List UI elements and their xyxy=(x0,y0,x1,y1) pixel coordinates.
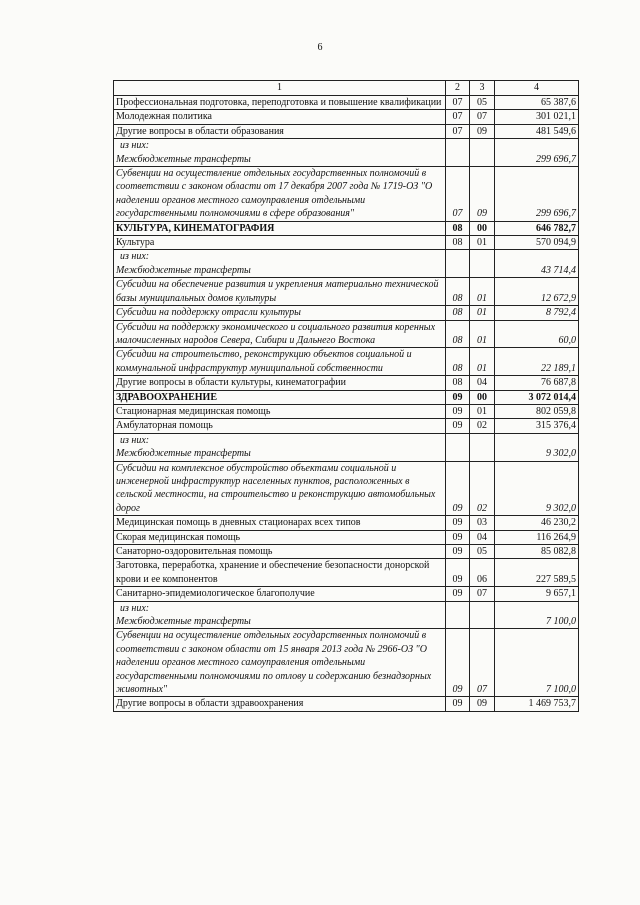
row-section-code: 08 xyxy=(446,221,470,235)
table-row xyxy=(114,390,579,404)
row-amount: 46 230,2 xyxy=(495,516,579,530)
row-subsection-code xyxy=(470,601,495,629)
row-amount: 22 189,1 xyxy=(495,348,579,376)
table-row xyxy=(114,404,579,418)
row-name-cell: Заготовка, переработка, хранение и обеспечение безопасности донорской крови и ее компонентов xyxy=(114,559,446,587)
row-amount: 85 082,8 xyxy=(495,545,579,559)
table-row xyxy=(114,559,579,587)
row-amount: 43 714,4 xyxy=(495,250,579,278)
row-amount: 299 696,7 xyxy=(495,139,579,167)
row-note: из них: xyxy=(120,251,150,263)
row-name: Межбюджетные трансферты xyxy=(116,616,251,628)
table-row xyxy=(114,419,579,433)
row-amount: 7 100,0 xyxy=(495,601,579,629)
row-subsection-code: 01 xyxy=(470,348,495,376)
row-name-cell: Субвенции на осуществление отдельных государственных полномочий в соответствии с законом области от 17 декабря 2007 года № 1719-ОЗ "О наделении органов местного самоуправления отдельными государственными полномочиями в сфере образования" xyxy=(114,167,446,222)
row-name-cell: Субсидии на поддержку экономического и социального развития коренных малочисленных народов Севера, Сибири и Дальнего Востока xyxy=(114,320,446,348)
row-amount: 301 021,1 xyxy=(495,110,579,124)
table-row xyxy=(114,221,579,235)
row-name-cell xyxy=(114,433,446,461)
table-row xyxy=(114,139,579,167)
table-row xyxy=(114,697,579,711)
header-col-subsection: 3 xyxy=(470,81,495,96)
row-section-code: 09 xyxy=(446,587,470,601)
header-col-section: 2 xyxy=(446,81,470,96)
row-amount: 7 100,0 xyxy=(495,629,579,697)
row-note: из них: xyxy=(120,140,150,152)
row-name-cell: Другие вопросы в области образования xyxy=(114,124,446,138)
row-name-cell: Профессиональная подготовка, переподготовка и повышение квалификации xyxy=(114,96,446,110)
row-subsection-code: 09 xyxy=(470,124,495,138)
table-row xyxy=(114,278,579,306)
row-amount: 9 302,0 xyxy=(495,433,579,461)
header-col-amount: 4 xyxy=(495,81,579,96)
row-name-cell: Санаторно-оздоровительная помощь xyxy=(114,545,446,559)
row-subsection-code: 04 xyxy=(470,376,495,390)
row-section-code: 09 xyxy=(446,516,470,530)
row-subsection-code: 01 xyxy=(470,278,495,306)
row-section-code: 07 xyxy=(446,96,470,110)
row-name-cell: Субсидии на комплексное обустройство объектами социальной и инженерной инфраструктур населенных пунктов, расположенных в сельской местности, на строительство и реконструкцию автомобильных дорог xyxy=(114,461,446,516)
row-subsection-code: 01 xyxy=(470,236,495,250)
row-amount: 3 072 014,4 xyxy=(495,390,579,404)
row-section-code: 09 xyxy=(446,629,470,697)
row-subsection-code: 02 xyxy=(470,419,495,433)
header-row xyxy=(114,81,579,96)
row-subsection-code xyxy=(470,139,495,167)
row-amount: 570 094,9 xyxy=(495,236,579,250)
row-name-cell: Субсидии на поддержку отрасли культуры xyxy=(114,306,446,320)
row-section-code: 08 xyxy=(446,306,470,320)
row-name-cell: Стационарная медицинская помощь xyxy=(114,404,446,418)
page-number: 6 xyxy=(317,42,323,53)
row-section-code xyxy=(446,601,470,629)
table-row xyxy=(114,348,579,376)
table-row xyxy=(114,167,579,222)
table-row xyxy=(114,96,579,110)
row-section-code: 08 xyxy=(446,278,470,306)
budget-table xyxy=(113,80,579,712)
row-name-cell: Скорая медицинская помощь xyxy=(114,530,446,544)
row-subsection-code: 01 xyxy=(470,404,495,418)
table-row xyxy=(114,320,579,348)
row-section-code xyxy=(446,433,470,461)
table-row xyxy=(114,601,579,629)
row-section-code: 09 xyxy=(446,461,470,516)
row-name-cell: Другие вопросы в области культуры, кинематографии xyxy=(114,376,446,390)
row-amount: 481 549,6 xyxy=(495,124,579,138)
row-subsection-code: 05 xyxy=(470,96,495,110)
row-subsection-code: 07 xyxy=(470,629,495,697)
row-section-code: 08 xyxy=(446,320,470,348)
row-name-cell: Амбулаторная помощь xyxy=(114,419,446,433)
row-name-cell: Субсидии на строительство, реконструкцию объектов социальной и коммунальной инфраструктур муниципальной собственности xyxy=(114,348,446,376)
row-name-cell: ЗДРАВООХРАНЕНИЕ xyxy=(114,390,446,404)
row-subsection-code: 03 xyxy=(470,516,495,530)
table-row xyxy=(114,461,579,516)
row-name-cell: КУЛЬТУРА, КИНЕМАТОГРАФИЯ xyxy=(114,221,446,235)
row-section-code: 09 xyxy=(446,559,470,587)
row-section-code: 07 xyxy=(446,124,470,138)
row-amount: 1 469 753,7 xyxy=(495,697,579,711)
row-subsection-code: 06 xyxy=(470,559,495,587)
row-amount: 76 687,8 xyxy=(495,376,579,390)
row-name-cell: Медицинская помощь в дневных стационарах всех типов xyxy=(114,516,446,530)
row-section-code: 09 xyxy=(446,530,470,544)
row-name-cell: Молодежная политика xyxy=(114,110,446,124)
row-subsection-code xyxy=(470,433,495,461)
row-subsection-code: 04 xyxy=(470,530,495,544)
row-subsection-code: 01 xyxy=(470,320,495,348)
row-section-code xyxy=(446,139,470,167)
row-subsection-code: 01 xyxy=(470,306,495,320)
row-subsection-code: 07 xyxy=(470,110,495,124)
row-name-cell xyxy=(114,601,446,629)
row-section-code: 07 xyxy=(446,110,470,124)
row-name-cell xyxy=(114,139,446,167)
row-section-code: 08 xyxy=(446,348,470,376)
row-subsection-code: 07 xyxy=(470,587,495,601)
table-row xyxy=(114,587,579,601)
row-section-code: 08 xyxy=(446,236,470,250)
row-section-code: 09 xyxy=(446,390,470,404)
table-body xyxy=(114,96,579,712)
row-amount: 646 782,7 xyxy=(495,221,579,235)
row-section-code: 07 xyxy=(446,167,470,222)
row-section-code: 09 xyxy=(446,545,470,559)
row-subsection-code: 00 xyxy=(470,390,495,404)
row-amount: 116 264,9 xyxy=(495,530,579,544)
row-note: из них: xyxy=(120,602,150,614)
row-subsection-code: 05 xyxy=(470,545,495,559)
row-name-cell: Санитарно-эпидемиологическое благополучие xyxy=(114,587,446,601)
table-row xyxy=(114,236,579,250)
row-amount: 8 792,4 xyxy=(495,306,579,320)
row-section-code: 08 xyxy=(446,376,470,390)
row-subsection-code: 02 xyxy=(470,461,495,516)
row-section-code xyxy=(446,250,470,278)
row-amount: 227 589,5 xyxy=(495,559,579,587)
row-name: Межбюджетные трансферты xyxy=(116,448,251,460)
row-subsection-code xyxy=(470,250,495,278)
row-section-code: 09 xyxy=(446,419,470,433)
table-row xyxy=(114,376,579,390)
header-col-name: 1 xyxy=(114,81,446,96)
table-row xyxy=(114,250,579,278)
row-section-code: 09 xyxy=(446,404,470,418)
table-row xyxy=(114,545,579,559)
row-amount: 12 672,9 xyxy=(495,278,579,306)
row-amount: 299 696,7 xyxy=(495,167,579,222)
row-amount: 9 302,0 xyxy=(495,461,579,516)
table-row xyxy=(114,110,579,124)
table-row xyxy=(114,530,579,544)
row-amount: 65 387,6 xyxy=(495,96,579,110)
row-name-cell: Субсидии на обеспечение развития и укрепления материально технической базы муниципальных домов культуры xyxy=(114,278,446,306)
table-row xyxy=(114,629,579,697)
row-name: Межбюджетные трансферты xyxy=(116,264,251,276)
row-name: Межбюджетные трансферты xyxy=(116,153,251,165)
row-name-cell: Другие вопросы в области здравоохранения xyxy=(114,697,446,711)
row-name-cell: Культура xyxy=(114,236,446,250)
table-row xyxy=(114,433,579,461)
table-header xyxy=(114,81,579,96)
row-amount: 802 059,8 xyxy=(495,404,579,418)
row-name-cell: Субвенции на осуществление отдельных государственных полномочий в соответствии с законом области от 15 января 2013 года № 2966-ОЗ "О наделении органов местного самоуправления отдельными государственными полномочиями по отлову и содержанию безнадзорных животных" xyxy=(114,629,446,697)
row-amount: 315 376,4 xyxy=(495,419,579,433)
table-row xyxy=(114,124,579,138)
row-section-code: 09 xyxy=(446,697,470,711)
row-subsection-code: 09 xyxy=(470,697,495,711)
row-subsection-code: 09 xyxy=(470,167,495,222)
row-amount: 9 657,1 xyxy=(495,587,579,601)
table-row xyxy=(114,516,579,530)
row-note: из них: xyxy=(120,434,150,446)
row-amount: 60,0 xyxy=(495,320,579,348)
row-name-cell xyxy=(114,250,446,278)
table-row xyxy=(114,306,579,320)
row-subsection-code: 00 xyxy=(470,221,495,235)
